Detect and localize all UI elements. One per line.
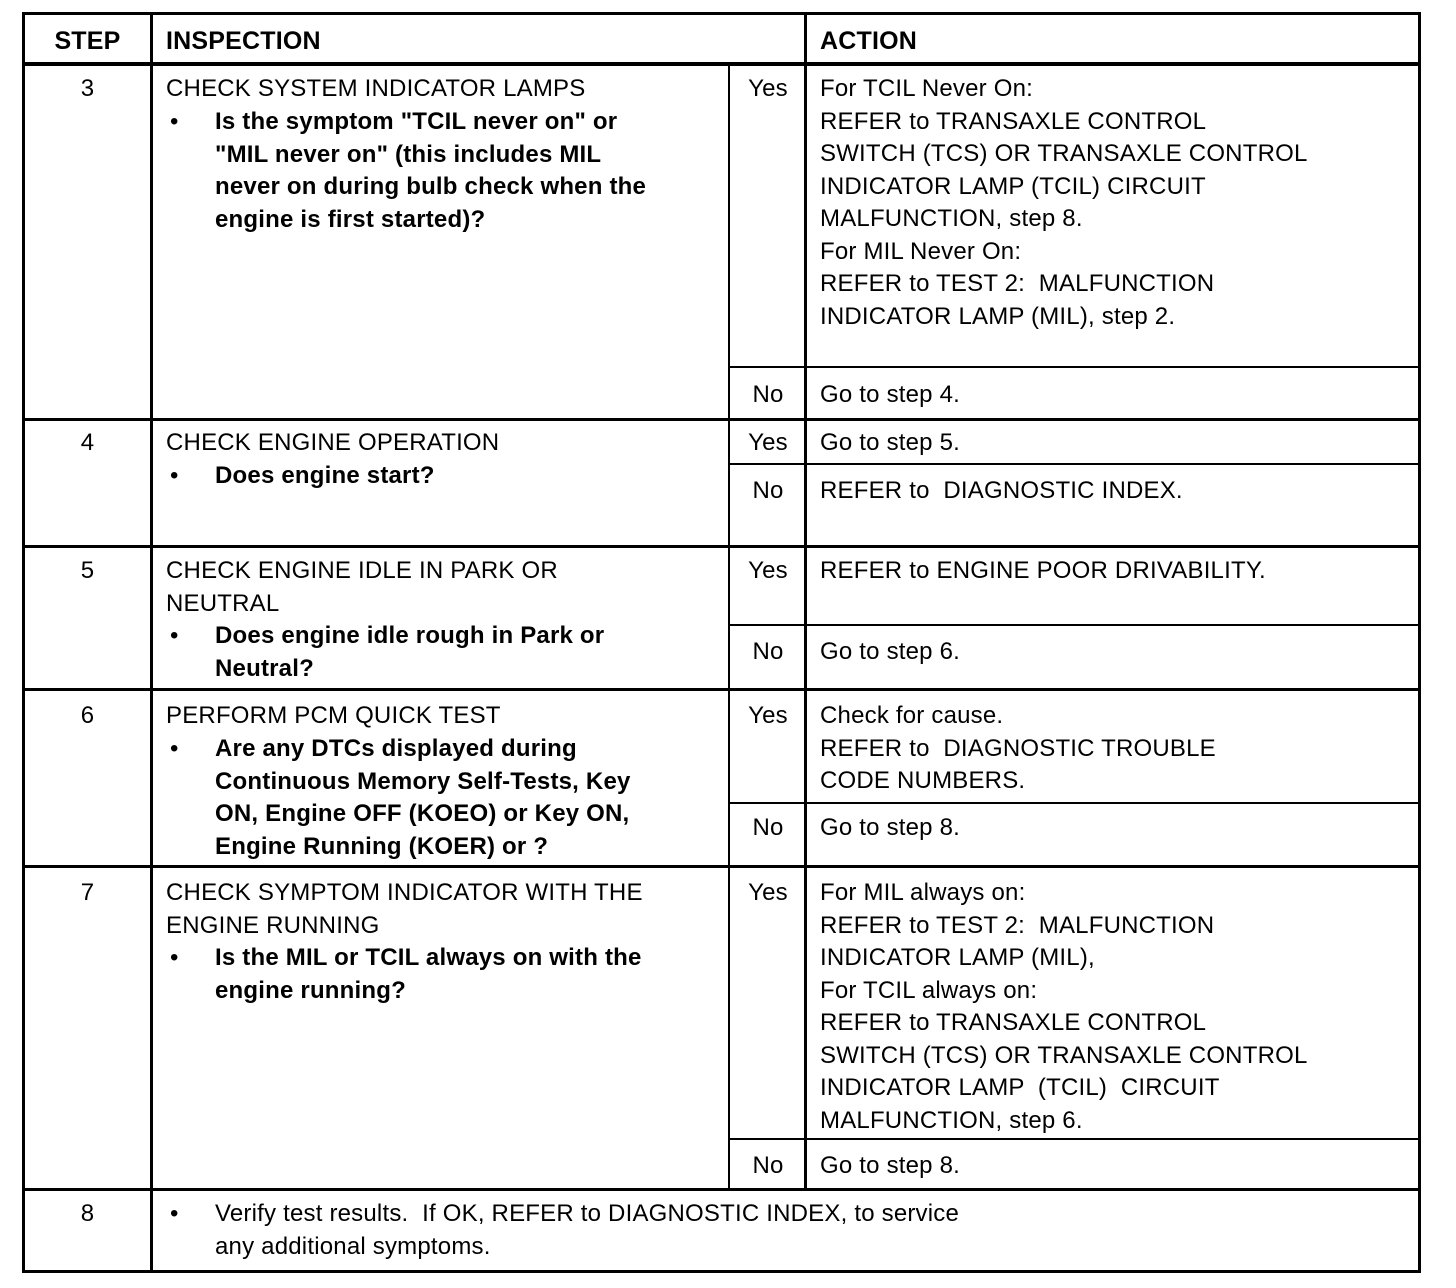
yes-label: Yes — [748, 557, 788, 584]
inspection-question: Is the symptom "TCIL never on" or "MIL never on" (this includes MIL never on during bulb check when the engine is first started)? — [215, 108, 647, 233]
column-divider — [804, 12, 807, 1189]
header-action: ACTION — [820, 27, 918, 55]
step-number: 3 — [80, 75, 95, 102]
yes-action: For TCIL Never On: REFER to TRANSAXLE CONTROL SWITCH (TCS) OR TRANSAXLE CONTROL INDICATOR LAMP (TCIL) CIRCUIT MALFUNCTION, step 8. For MIL Never On: REFER to TEST 2: MALFUNCTION INDICATOR LAMP (MIL), step 2. — [820, 75, 1308, 330]
row-divider — [730, 1138, 1421, 1140]
header-step: STEP — [54, 27, 121, 55]
no-label: No — [752, 381, 784, 408]
row-divider — [22, 865, 1421, 868]
no-action: REFER to DIAGNOSTIC INDEX. — [820, 477, 1183, 504]
no-action: Go to step 8. — [820, 1152, 961, 1179]
inspection-title: CHECK SYMPTOM INDICATOR WITH THE ENGINE RUNNING — [166, 879, 643, 939]
no-label: No — [752, 814, 784, 841]
row-divider — [730, 624, 1421, 626]
yes-action: Check for cause. REFER to DIAGNOSTIC TROUBLE CODE NUMBERS. — [820, 702, 1216, 794]
yes-action: For MIL always on: REFER to TEST 2: MALFUNCTION INDICATOR LAMP (MIL), For TCIL always on: REFER to TRANSAXLE CONTROL SWITCH (TCS) OR TRANSAXLE CONTROL INDICATOR LAMP (TCIL) CIRCUIT MALFUNCTION, step 6. — [820, 879, 1308, 1134]
yes-action: Go to step 5. — [820, 429, 961, 456]
bullet-icon: • — [170, 1200, 179, 1227]
inspection-question: Are any DTCs displayed during Continuous Memory Self-Tests, Key ON, Engine OFF (KOEO) or Key ON, Engine Running (KOER) or ? — [215, 735, 631, 860]
row-divider — [730, 463, 1421, 465]
inspection-question: Is the MIL or TCIL always on with the engine running? — [215, 944, 642, 1004]
column-divider — [150, 12, 153, 1273]
row-divider — [22, 688, 1421, 691]
header-inspection: INSPECTION — [166, 27, 321, 55]
step-number: 4 — [80, 429, 95, 456]
step-number: 8 — [80, 1200, 95, 1227]
no-action: Go to step 8. — [820, 814, 961, 841]
bullet-icon: • — [170, 944, 179, 971]
no-label: No — [752, 477, 784, 504]
no-action: Go to step 4. — [820, 381, 961, 408]
row-divider — [730, 366, 1421, 368]
step-number: 5 — [80, 557, 95, 584]
no-action: Go to step 6. — [820, 638, 961, 665]
row-divider — [730, 802, 1421, 804]
step-number: 7 — [80, 879, 95, 906]
inspection-title: CHECK ENGINE OPERATION — [166, 429, 500, 456]
yes-action: REFER to ENGINE POOR DRIVABILITY. — [820, 557, 1266, 584]
no-label: No — [752, 1152, 784, 1179]
inspection-title: CHECK ENGINE IDLE IN PARK OR NEUTRAL — [166, 557, 558, 617]
header-divider — [22, 62, 1421, 66]
final-instruction: Verify test results. If OK, REFER to DIAGNOSTIC INDEX, to service any additional symptoms. — [215, 1200, 960, 1260]
column-divider — [728, 63, 730, 1189]
inspection-title: PERFORM PCM QUICK TEST — [166, 702, 501, 729]
inspection-title: CHECK SYSTEM INDICATOR LAMPS — [166, 75, 586, 102]
bullet-icon: • — [170, 462, 179, 489]
bullet-icon: • — [170, 735, 179, 762]
yes-label: Yes — [748, 429, 788, 456]
yes-label: Yes — [748, 75, 788, 102]
no-label: No — [752, 638, 784, 665]
yes-label: Yes — [748, 702, 788, 729]
yes-label: Yes — [748, 879, 788, 906]
row-divider — [22, 418, 1421, 421]
inspection-question: Does engine start? — [215, 462, 435, 489]
bullet-icon: • — [170, 108, 179, 135]
inspection-question: Does engine idle rough in Park or Neutral? — [215, 622, 605, 682]
row-divider — [22, 545, 1421, 548]
bullet-icon: • — [170, 622, 179, 649]
row-divider — [22, 1188, 1421, 1191]
step-number: 6 — [80, 702, 95, 729]
